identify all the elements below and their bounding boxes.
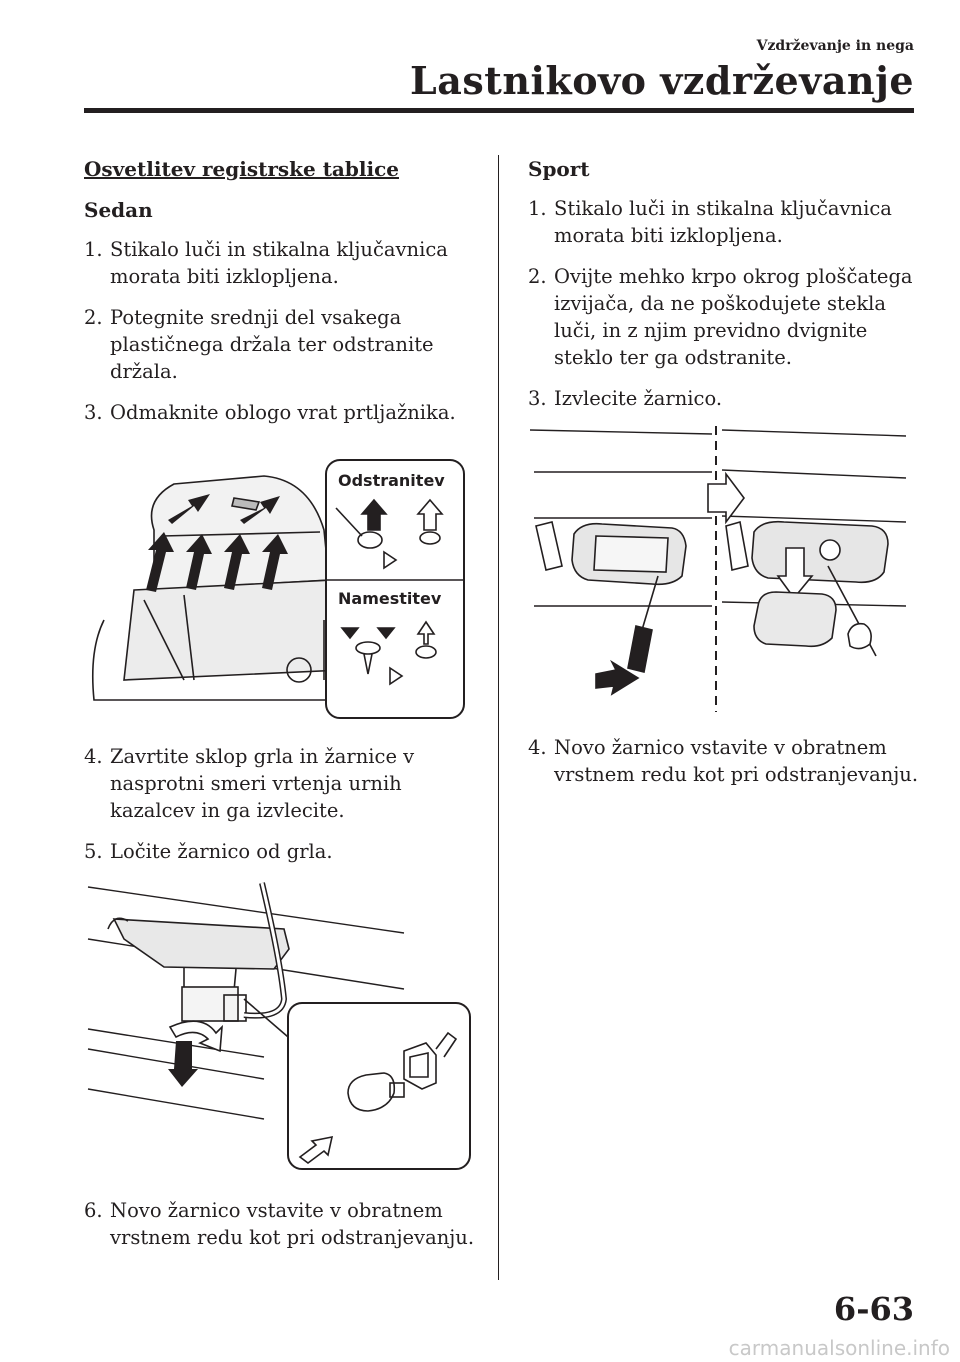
sedan-heading: Sedan bbox=[84, 198, 153, 222]
step-text: Odmaknite oblogo vrat prtljažnika. bbox=[110, 401, 456, 424]
step-number: 3. bbox=[84, 401, 103, 424]
step-number: 2. bbox=[84, 306, 103, 329]
step-number: 1. bbox=[84, 238, 103, 261]
sedan-step-4 bbox=[84, 743, 484, 824]
label-remove: Odstranitev bbox=[338, 471, 445, 490]
step-text: Izvlecite žarnico. bbox=[554, 387, 723, 410]
sedan-step-2 bbox=[84, 304, 484, 385]
page-number: 6-63 bbox=[833, 1290, 914, 1328]
sport-heading: Sport bbox=[528, 157, 590, 181]
step-number: 5. bbox=[84, 840, 103, 863]
step-number: 4. bbox=[528, 736, 547, 759]
chapter-subtitle: Vzdrževanje in nega bbox=[756, 38, 914, 54]
sedan-step-6 bbox=[84, 1197, 484, 1251]
chapter-title: Lastnikovo vzdrževanje bbox=[410, 58, 914, 103]
left-column bbox=[84, 156, 484, 1265]
sport-step-2 bbox=[528, 263, 928, 371]
sedan-step-5 bbox=[84, 838, 484, 865]
watermark: carmanualsonline.info bbox=[728, 1336, 950, 1360]
step-text: Ločite žarnico od grla. bbox=[110, 840, 333, 863]
column-divider bbox=[498, 155, 499, 1280]
step-number: 3. bbox=[528, 387, 547, 410]
step-text: Ovijte mehko krpo okrog ploščatega izvijača, da ne poškodujete stekla luči, in z njim previdno dvignite steklo ter ga odstranite. bbox=[554, 265, 913, 369]
sport-lens-illustration bbox=[522, 426, 918, 716]
step-text: Potegnite srednji del vsakega plastičnega držala ter odstranite držala. bbox=[110, 306, 434, 383]
label-install: Namestitev bbox=[338, 589, 442, 608]
sport-step-3 bbox=[528, 385, 928, 412]
step-text: Zavrtite sklop grla in žarnice v nasprotni smeri vrtenja urnih kazalcev in ga izvlecite. bbox=[110, 745, 415, 822]
sport-step-1 bbox=[528, 195, 928, 249]
lens-removal-drawing bbox=[536, 522, 686, 694]
trunk-clip-illustration bbox=[84, 440, 476, 725]
step-number: 6. bbox=[84, 1199, 103, 1222]
car-trunk-drawing bbox=[93, 476, 348, 700]
step-number: 2. bbox=[528, 265, 547, 288]
sedan-step-3 bbox=[84, 399, 484, 426]
header-rule bbox=[84, 108, 914, 113]
sedan-step-1 bbox=[84, 236, 484, 290]
section-title: Osvetlitev registrske tablice bbox=[84, 157, 399, 181]
right-column bbox=[528, 156, 928, 802]
step-text: Stikalo luči in stikalna ključavnica morata biti izklopljena. bbox=[110, 238, 448, 288]
step-text: Novo žarnico vstavite v obratnem vrstnem redu kot pri odstranjevanju. bbox=[554, 736, 919, 786]
sport-step-4 bbox=[528, 734, 928, 788]
step-text: Novo žarnico vstavite v obratnem vrstnem redu kot pri odstranjevanju. bbox=[110, 1199, 475, 1249]
step-number: 1. bbox=[528, 197, 547, 220]
socket-bulb-illustration bbox=[84, 879, 476, 1179]
trunk-illustration-svg bbox=[84, 440, 476, 725]
step-text: Stikalo luči in stikalna ključavnica morata biti izklopljena. bbox=[554, 197, 892, 247]
socket-illustration-svg bbox=[84, 879, 476, 1179]
rotate-arrow-icon bbox=[168, 1021, 222, 1087]
bulb-removal-drawing bbox=[726, 522, 888, 656]
next-arrow-icon bbox=[708, 474, 744, 522]
step-number: 4. bbox=[84, 745, 103, 768]
sport-illustration-svg bbox=[522, 426, 918, 716]
